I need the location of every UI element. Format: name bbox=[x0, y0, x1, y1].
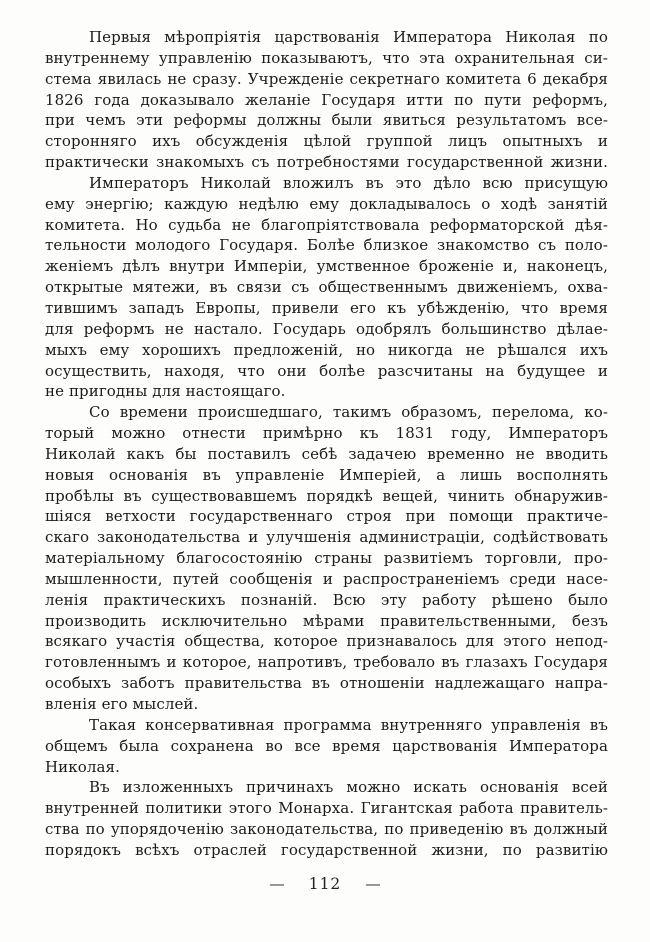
text-line: мышленности, путей сообщенія и распространеніемъ среди насе- bbox=[45, 569, 608, 588]
text-line: производить исключительно мѣрами правительственными, безъ bbox=[45, 611, 608, 630]
text-line: ства по упорядоченію законодательства, по приведенію въ должный bbox=[45, 820, 608, 839]
text-line: ленія практическихъ познаній. Всю эту работу рѣшено было bbox=[45, 590, 608, 609]
text-line: не пригодны для настоящаго. bbox=[45, 382, 286, 401]
text-line: особыхъ заботъ правительства въ отношеніи надлежащаго напра- bbox=[45, 674, 608, 693]
text-line: Со времени происшедшаго, такимъ образомъ, перелома, ко- bbox=[89, 403, 608, 422]
text-line: Первыя мѣропріятія царствованія Императора Николая по bbox=[89, 28, 608, 46]
paragraph bbox=[45, 402, 608, 715]
text-line: скаго законодательства и улучшенія администраціи, содѣйствовать bbox=[45, 528, 608, 547]
text-line: пробѣлы въ существовавшемъ порядкѣ вещей, чинить обнаружив- bbox=[45, 486, 608, 505]
footer-left-dash: — bbox=[269, 875, 285, 893]
text-line: порядокъ всѣхъ отраслей государственной жизни, по развитію bbox=[45, 840, 608, 859]
text-line: Такая консервативная программа внутренняго управленія въ bbox=[89, 715, 608, 734]
text-line: сторонняго ихъ обсужденія цѣлой группой лицъ опытныхъ и bbox=[45, 132, 608, 151]
text-line: женіемъ дѣлъ внутри Имперіи, умственное броженіе и, наконецъ, bbox=[45, 257, 608, 276]
paragraph bbox=[45, 27, 608, 173]
text-line: осуществить, находя, что они болѣе разсчитаны на будущее и bbox=[45, 361, 608, 380]
text-line: Императоръ Николай вложилъ въ это дѣло всю присущую bbox=[89, 173, 608, 192]
text-line: внутреннему управленію показываютъ, что эта охранительная си- bbox=[45, 48, 608, 67]
text-line: стема явилась не сразу. Учрежденіе секретнаго комитета 6 декабря bbox=[45, 69, 608, 88]
text-line: торый можно отнести примѣрно къ 1831 году, Императоръ bbox=[45, 424, 608, 443]
text-line: для реформъ не настало. Государь одобрялъ большинство дѣлае- bbox=[45, 319, 608, 338]
text-line: Николая. bbox=[45, 757, 120, 776]
text-line: практически знакомыхъ съ потребностями государственной жизни. bbox=[45, 153, 608, 172]
text-line: ему энергію; каждую недѣлю ему докладывалось о ходѣ занятій bbox=[45, 194, 608, 213]
text-line: 1826 года доказывало желаніе Государя итти по пути реформъ, bbox=[45, 90, 608, 109]
text-line: при чемъ эти реформы должны были явиться результатомъ все- bbox=[45, 111, 608, 130]
text-line: вленія его мыслей. bbox=[45, 695, 199, 713]
page-number: 112 bbox=[308, 875, 342, 893]
text-line: открытые мятежи, въ связи съ общественнымъ движеніемъ, охва- bbox=[45, 278, 608, 297]
paragraph bbox=[45, 777, 608, 860]
text-line: общемъ была сохранена во все время царствованія Императора bbox=[45, 736, 608, 755]
text-line: матеріальному благосостоянію страны развитіемъ торговли, про- bbox=[45, 549, 608, 568]
text-line: готовленнымъ и которое, напротивъ, требовало въ глазахъ Государя bbox=[45, 653, 608, 672]
paragraph bbox=[45, 715, 608, 778]
footer-right-dash: — bbox=[365, 875, 381, 893]
text-line: мыхъ ему хорошихъ предложеній, но никогда не рѣшался ихъ bbox=[45, 340, 608, 359]
text-line: тившимъ западъ Европы, привели его къ убѣжденію, что время bbox=[45, 298, 608, 317]
text-line: всякаго участія общества, которое признавалось для этого непод- bbox=[45, 632, 608, 651]
text-line: Въ изложенныхъ причинахъ можно искать основанія всей bbox=[89, 778, 608, 797]
page-text-block bbox=[45, 27, 608, 861]
text-line: комитета. Но судьба не благопріятствовала реформаторской дѣя- bbox=[45, 215, 608, 234]
text-line: шіяся ветхости государственнаго строя при помощи практиче- bbox=[45, 507, 608, 526]
text-line: тельности молодого Государя. Болѣе близкое знакомство съ поло- bbox=[45, 236, 608, 255]
text-line: Николай какъ бы поставилъ себѣ задачею временно не вводить bbox=[45, 444, 608, 463]
text-line: внутренней политики этого Монарха. Гигантская работа правитель- bbox=[45, 799, 608, 818]
paragraph bbox=[45, 173, 608, 402]
page-footer bbox=[0, 875, 650, 893]
text-line: новыя основанія въ управленіе Имперіей, а лишь восполнять bbox=[45, 465, 608, 484]
